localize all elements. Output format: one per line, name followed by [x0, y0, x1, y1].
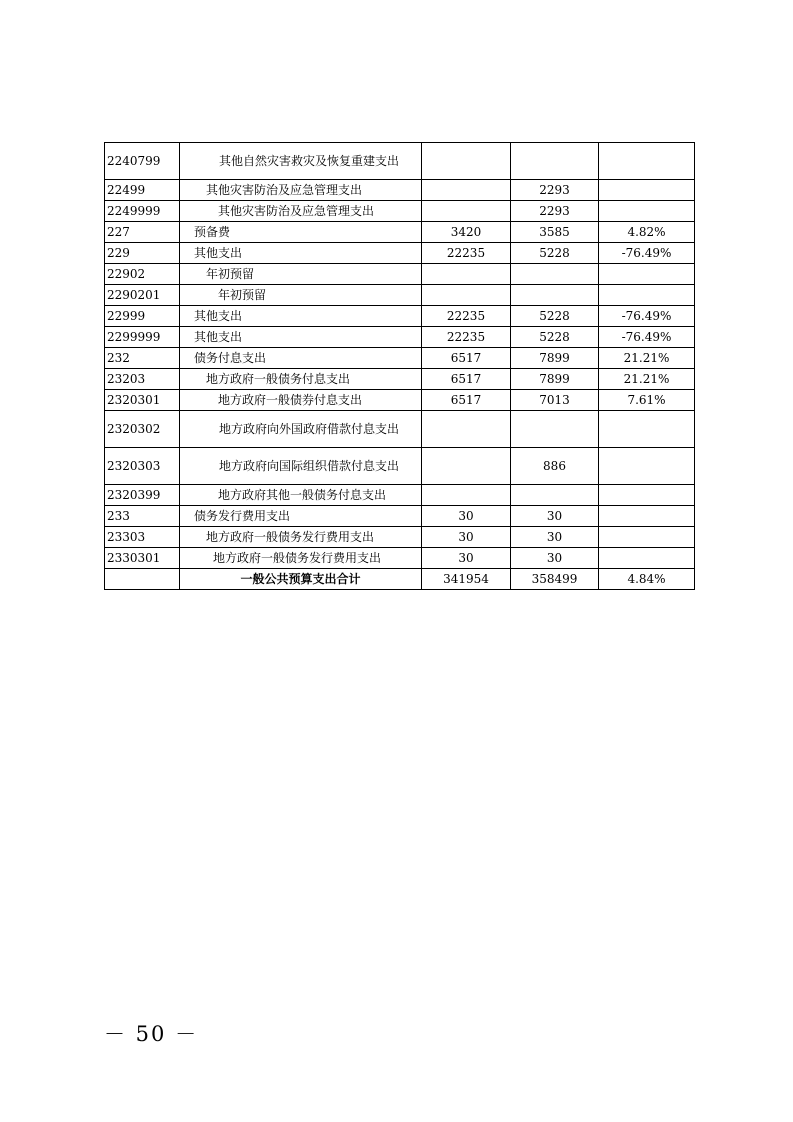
row-change-percent: 4.82%: [599, 222, 695, 243]
row-value-2: [511, 411, 599, 448]
row-change-percent: [599, 411, 695, 448]
row-code: 2320399: [105, 485, 180, 506]
row-change-percent: [599, 548, 695, 569]
row-value-2: 30: [511, 548, 599, 569]
row-name: 年初预留: [180, 264, 422, 285]
row-code: 2249999: [105, 201, 180, 222]
table-row: [105, 201, 695, 222]
table-row: [105, 369, 695, 390]
budget-expenditure-table: [104, 142, 695, 590]
row-code: 2320303: [105, 448, 180, 485]
page-number: － 50 －: [104, 1022, 199, 1046]
row-change-percent: -76.49%: [599, 243, 695, 264]
row-change-percent: [599, 285, 695, 306]
row-change-percent: -76.49%: [599, 306, 695, 327]
row-value-2: [511, 264, 599, 285]
total-code: [105, 569, 180, 590]
row-code: 2299999: [105, 327, 180, 348]
total-value-2: 358499: [511, 569, 599, 590]
row-value-2: 7899: [511, 348, 599, 369]
row-value-1: [422, 264, 511, 285]
row-change-percent: 21.21%: [599, 348, 695, 369]
table-row: [105, 222, 695, 243]
row-value-1: [422, 411, 511, 448]
row-name: 其他灾害防治及应急管理支出: [180, 201, 422, 222]
row-value-1: 30: [422, 506, 511, 527]
row-value-1: 6517: [422, 390, 511, 411]
total-row: [105, 569, 695, 590]
table-row: [105, 306, 695, 327]
table-row: [105, 527, 695, 548]
row-name: 其他自然灾害救灾及恢复重建支出: [180, 143, 422, 180]
row-name: 其他灾害防治及应急管理支出: [180, 180, 422, 201]
table-row: [105, 285, 695, 306]
row-value-2: 30: [511, 527, 599, 548]
row-code: 23203: [105, 369, 180, 390]
row-value-1: [422, 448, 511, 485]
total-label: 一般公共预算支出合计: [180, 569, 422, 590]
row-code: 2320301: [105, 390, 180, 411]
row-value-1: 30: [422, 527, 511, 548]
row-code: 233: [105, 506, 180, 527]
row-value-1: [422, 201, 511, 222]
row-name: 地方政府一般债务发行费用支出: [180, 548, 422, 569]
row-name: 其他支出: [180, 243, 422, 264]
table-row: [105, 348, 695, 369]
row-value-1: 30: [422, 548, 511, 569]
row-code: 2240799: [105, 143, 180, 180]
row-name: 地方政府一般债务付息支出: [180, 369, 422, 390]
row-code: 22499: [105, 180, 180, 201]
row-code: 229: [105, 243, 180, 264]
row-change-percent: [599, 143, 695, 180]
row-value-2: 886: [511, 448, 599, 485]
table-row: [105, 485, 695, 506]
row-code: 227: [105, 222, 180, 243]
table-row: [105, 448, 695, 485]
row-value-1: [422, 180, 511, 201]
row-code: 23303: [105, 527, 180, 548]
row-value-2: 5228: [511, 243, 599, 264]
table-body: [105, 143, 695, 590]
table-row: [105, 143, 695, 180]
row-change-percent: [599, 448, 695, 485]
row-value-2: [511, 285, 599, 306]
row-code: 2290201: [105, 285, 180, 306]
row-value-1: [422, 143, 511, 180]
table-row: [105, 411, 695, 448]
row-change-percent: [599, 264, 695, 285]
row-value-2: 3585: [511, 222, 599, 243]
row-name: 债务发行费用支出: [180, 506, 422, 527]
total-value-1: 341954: [422, 569, 511, 590]
table-row: [105, 548, 695, 569]
row-change-percent: [599, 180, 695, 201]
row-name: 预备费: [180, 222, 422, 243]
row-code: 2330301: [105, 548, 180, 569]
row-name: 其他支出: [180, 306, 422, 327]
row-name: 年初预留: [180, 285, 422, 306]
row-value-2: 2293: [511, 180, 599, 201]
row-name: 债务付息支出: [180, 348, 422, 369]
row-value-1: [422, 485, 511, 506]
row-value-2: [511, 143, 599, 180]
row-value-1: 3420: [422, 222, 511, 243]
row-value-2: 5228: [511, 327, 599, 348]
row-value-2: 7013: [511, 390, 599, 411]
table-row: [105, 506, 695, 527]
row-value-2: 5228: [511, 306, 599, 327]
row-value-1: 22235: [422, 243, 511, 264]
table-row: [105, 243, 695, 264]
row-name: 其他支出: [180, 327, 422, 348]
row-change-percent: [599, 527, 695, 548]
row-name: 地方政府其他一般债务付息支出: [180, 485, 422, 506]
total-change-percent: 4.84%: [599, 569, 695, 590]
table-row: [105, 327, 695, 348]
row-value-1: 6517: [422, 369, 511, 390]
row-value-2: 30: [511, 506, 599, 527]
row-change-percent: -76.49%: [599, 327, 695, 348]
row-value-2: 2293: [511, 201, 599, 222]
row-change-percent: 7.61%: [599, 390, 695, 411]
row-change-percent: [599, 485, 695, 506]
row-value-2: 7899: [511, 369, 599, 390]
row-code: 2320302: [105, 411, 180, 448]
row-value-2: [511, 485, 599, 506]
row-code: 232: [105, 348, 180, 369]
row-name: 地方政府一般债券付息支出: [180, 390, 422, 411]
row-value-1: 6517: [422, 348, 511, 369]
table-row: [105, 180, 695, 201]
table-row: [105, 264, 695, 285]
row-change-percent: 21.21%: [599, 369, 695, 390]
table-row: [105, 390, 695, 411]
row-code: 22999: [105, 306, 180, 327]
row-name: 地方政府向国际组织借款付息支出: [180, 448, 422, 485]
row-code: 22902: [105, 264, 180, 285]
row-value-1: 22235: [422, 327, 511, 348]
row-name: 地方政府向外国政府借款付息支出: [180, 411, 422, 448]
row-value-1: 22235: [422, 306, 511, 327]
row-name: 地方政府一般债务发行费用支出: [180, 527, 422, 548]
row-value-1: [422, 285, 511, 306]
row-change-percent: [599, 201, 695, 222]
row-change-percent: [599, 506, 695, 527]
